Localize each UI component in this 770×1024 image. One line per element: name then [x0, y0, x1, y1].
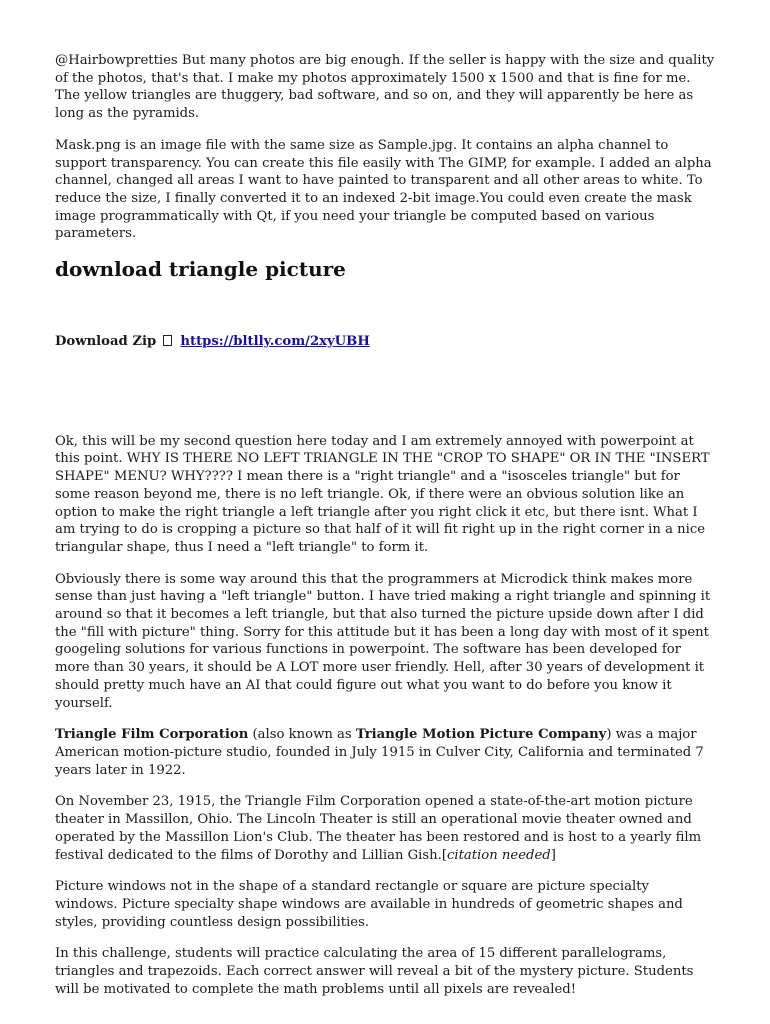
download-label: Download Zip	[55, 334, 157, 350]
paragraph-hairbowpretties: @Hairbowpretties But many photos are big enough. If the seller is happy with the size and quality of the photos, that's that. I make my photos approximately 1500 x 1500 and that is fine for me. The yellow triangles are thuggery, bad software, and so on, and they will apparently be here as long as the pyramids.	[55, 53, 715, 122]
download-link[interactable]: https://bltlly.com/2xyUBH	[180, 334, 370, 350]
massillon-close: ]	[550, 847, 556, 863]
paragraph-triangle-film	[55, 726, 715, 779]
triangle-film-name: Triangle Film Corporation	[55, 727, 249, 743]
section-heading: download triangle picture	[55, 257, 346, 282]
paragraph-massillon	[55, 793, 715, 864]
paragraph-picture-windows: Picture windows not in the shape of a standard rectangle or square are picture specialty windows. Picture specialty shape windows are available in hundreds of geometric shapes and styles, providing countless design possibilities.	[55, 879, 683, 930]
triangle-film-aka-prefix: (also known as	[248, 727, 356, 743]
massillon-text: On November 23, 1915, the Triangle Film Corporation opened a state-of-the-art motion picture theater in Massillon, Ohio. The Lincoln Theater is still an operational movie theater owned and operated by the Massillon Lion's Club. The theater has been restored and is host to a yearly film festival dedicated to the films of Dorothy and Lillian Gish.[	[55, 794, 702, 863]
triangle-film-rest: ) was a major American motion-picture studio, founded in July 1915 in Culver City, California and terminated 7 years later in 1922.	[55, 727, 704, 778]
paragraph-mask-png: Mask.png is an image file with the same size as Sample.jpg. It contains an alpha channel to support transparency. You can create this file easily with The GIMP, for example. I added an alpha channel, changed all areas I want to have painted to transparent and all other areas to white. To reduce the size, I finally converted it to an indexed 2-bit image.You could even create the mask image programmatically with Qt, if you need your triangle be computed based on various parameters.	[55, 137, 712, 242]
download-arrow-icon	[163, 335, 172, 346]
citation-needed: citation needed	[447, 847, 551, 863]
paragraph-left-triangle-question: Ok, this will be my second question here today and I am extremely annoyed with powerpoint at this point. WHY IS THERE NO LEFT TRIANGLE IN THE "CROP TO SHAPE" OR IN THE "INSERT SHAPE" MENU? WHY???? I mean there is a "right triangle" and a "isosceles triangle" but for some reason beyond me, there is no left triangle. Ok, if there were an obvious solution like an option to make the right triangle a left triangle after you right click it etc, but there isnt. What I am trying to do is cropping a picture so that half of it will fit right up in the right corner in a nice triangular shape, thus I need a "left triangle" to form it.	[55, 433, 710, 555]
paragraph-challenge: In this challenge, students will practice calculating the area of 15 different parallelograms, triangles and trapezoids. Each correct answer will reveal a bit of the mystery picture. Students will be motivated to complete the math problems until all pixels are revealed!	[55, 946, 694, 997]
paragraph-microdick: Obviously there is some way around this that the programmers at Microdick think makes more sense than just having a "left triangle" button. I have tried making a right triangle and spinning it around so that it becomes a left triangle, but that also turned the picture upside down after I did the "fill with picture" thing. Sorry for this attitude but it has been a long day with most of it spent googeling solutions for various functions in powerpoint. The software has been developed for more than 30 years, it should be A LOT more user friendly. Hell, after 30 years of development it should pretty much have an AI that could figure out what you want to do before you know it yourself.	[55, 571, 711, 711]
document-page	[55, 52, 715, 1012]
download-line	[55, 333, 715, 351]
triangle-film-aka: Triangle Motion Picture Company	[355, 727, 607, 743]
